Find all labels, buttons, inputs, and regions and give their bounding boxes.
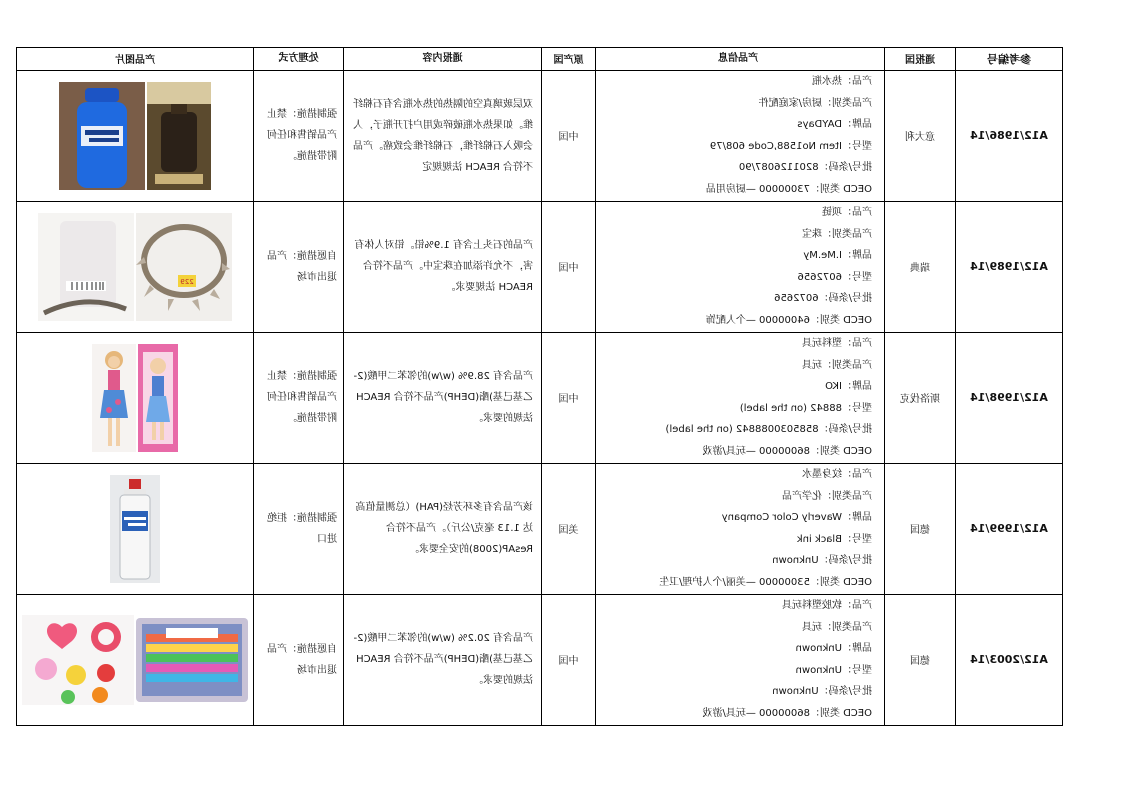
ref-cell: A12/1986/14 [956,70,1063,201]
table-row [17,332,1063,463]
table-row [17,201,1063,332]
risk-cell: 产品含有 20.2% (w/w)的邻苯二甲酸(2-乙基己基)酯(DEHP)产品不符合 REACH 法规的要求。 [344,594,542,725]
info-product-label: 产品： [842,600,872,611]
info-oecd-value: 86000000 —玩具/游戏 [702,445,810,457]
info-model [604,136,872,158]
ref-cell: A12/1999/14 [956,463,1063,594]
origin-cell: 中国 [542,332,596,463]
info-category [604,224,872,246]
info-batch-value: 6072656 [774,293,819,304]
info-model-label: 型号： [842,140,872,152]
header-country: 通报国 [885,48,956,71]
info-batch-label: 批号/条码： [818,162,872,173]
origin-cell: 美国 [542,463,596,594]
info-model-value: 6072656 [797,271,842,283]
info-model [604,267,872,289]
info-product-value: 热水瓶 [812,76,842,87]
info-category-label: 产品类别： [822,228,872,240]
info-product-value: 塑料玩具 [802,338,842,349]
image-cell [17,332,254,463]
info-batch-value: 8201126087/90 [738,162,819,173]
table-header-row [17,48,1063,71]
origin-cell: 中国 [542,70,596,201]
info-category-label: 产品类别： [822,97,872,109]
info-category [604,355,872,377]
info-product [604,202,872,224]
info-category-label: 产品类别： [822,621,872,633]
product-photo [17,81,253,191]
info-oecd-value: 73000000 —厨房用品 [705,183,810,195]
table-row [17,463,1063,594]
boxed-doll-photo [138,344,178,452]
country-cell: 瑞典 [885,201,956,332]
info-category-value: 珠宝 [802,228,822,240]
measure-cell: 强制措施：拒绝进口 [254,463,344,594]
svg-text:229: 229 [180,277,194,286]
info-brand-label: 品牌： [842,512,872,523]
info-category-label: 产品类别： [822,359,872,371]
info-model-label: 型号： [842,402,872,414]
blue-thermos-photo [59,82,145,190]
info-batch-label: 批号/条码： [818,555,872,566]
info-model [604,398,872,420]
ref-cell: A12/1998/14 [956,332,1063,463]
info-model-label: 型号： [842,664,872,676]
info-oecd [604,441,872,463]
info-model [604,660,872,682]
info-cell [596,332,885,463]
image-cell [17,594,254,725]
info-cell [596,201,885,332]
risk-cell: 产品含有 28.9% (w/w)的邻苯二甲酸(2-乙基己基)酯(DEHP)产品不符合 REACH 法规的要求。 [344,332,542,463]
product-photo [17,605,253,715]
info-model-label: 型号： [842,271,872,283]
info-batch-label: 批号/条码： [818,293,872,304]
charms-photo [22,615,134,705]
info-oecd [604,310,872,332]
info-brand [604,245,872,267]
doll-photo [92,344,136,452]
info-batch-value: Unknown [772,686,819,697]
image-cell [17,463,254,594]
info-oecd-value: 64000000 —个人配饰 [705,314,810,326]
info-oecd-value: 86000000 —玩具/游戏 [702,707,810,719]
info-batch-value: 8585030088842 (on the label) [665,424,819,435]
info-product-label: 产品： [842,76,872,87]
measure-cell: 强制措施：禁止产品销售和任何附带措施。 [254,332,344,463]
info-model-label: 型号： [842,533,872,545]
info-category-value: 玩具 [802,359,822,371]
info-batch [604,288,872,310]
info-brand-label: 品牌： [842,119,872,130]
table-row [17,70,1063,201]
info-category [604,93,872,115]
info-batch [604,419,872,441]
info-category [604,486,872,508]
info-batch-label: 批号/条码： [818,686,872,697]
info-batch-value: Unknown [772,555,819,566]
info-brand [604,507,872,529]
ink-bottle-photo [110,475,160,583]
info-category [604,617,872,639]
info-brand [604,376,872,398]
info-model-value: Black ink [796,533,842,545]
ref-cell: A12/2003/14 [956,594,1063,725]
info-category-value: 化学产品 [782,490,822,502]
measure-cell: 自愿措施：产品退出市场 [254,594,344,725]
info-batch [604,550,872,572]
info-cell [596,70,885,201]
table-row [17,594,1063,725]
info-oecd-value: 53000000 —美丽/个人护理/卫生 [659,576,810,588]
info-product [604,71,872,93]
rapex-table [16,47,1063,726]
info-brand-label: 品牌： [842,381,872,392]
header-info: 产品信息 [596,48,885,71]
info-brand-value: IKO [825,381,842,392]
info-model-value: Unknown [795,664,842,676]
info-product-value: 软胶塑料玩具 [782,600,842,611]
info-category-label: 产品类别： [822,490,872,502]
header-ref: 参考编号 [956,48,1063,71]
info-cell [596,594,885,725]
product-photo [17,212,253,322]
info-brand [604,638,872,660]
loom-kit-photo [136,618,248,702]
info-brand-value: I.Me.My [803,250,842,261]
image-cell [17,70,254,201]
info-product-value: 纹身墨水 [802,469,842,480]
country-cell: 斯洛伐克 [885,332,956,463]
info-oecd-label: OECD 类别： [809,183,872,195]
header-risk: 通报内容 [344,48,542,71]
image-cell [17,201,254,332]
info-brand-value: DAYDays [797,119,842,130]
info-oecd-label: OECD 类别： [809,314,872,326]
info-oecd-label: OECD 类别： [809,445,872,457]
product-photo [17,343,253,453]
info-product [604,464,872,486]
ref-cell: A12/1989/14 [956,201,1063,332]
risk-cell: 产品的石头上含有 1.9%铅。铅对人体有害，不允许添加在珠宝中。产品不符合 REACH 法规要求。 [344,201,542,332]
info-product [604,333,872,355]
info-oecd [604,179,872,201]
info-model [604,529,872,551]
info-product-label: 产品： [842,469,872,480]
info-category-value: 厨房/家庭配件 [758,97,822,109]
info-cell [596,463,885,594]
info-oecd [604,572,872,594]
info-product [604,595,872,617]
thermos-box-photo [147,82,211,190]
info-brand-label: 品牌： [842,643,872,654]
info-oecd [604,703,872,725]
origin-cell: 中国 [542,594,596,725]
product-photo [17,474,253,584]
origin-cell: 中国 [542,201,596,332]
info-category-value: 玩具 [802,621,822,633]
measure-cell: 强制措施：禁止产品销售和任何附带措施。 [254,70,344,201]
info-brand-label: 品牌： [842,250,872,261]
info-brand [604,114,872,136]
info-oecd-label: OECD 类别： [809,707,872,719]
country-cell: 德国 [885,594,956,725]
measure-cell: 自愿措施：产品退出市场 [254,201,344,332]
info-model-value: Item No1588,Code 608/79 [709,140,842,152]
header-measure: 处理方式 [254,48,344,71]
info-product-value: 项链 [822,207,842,218]
info-brand-value: Waverly Color Company [721,512,842,523]
spiked-necklace-photo [136,213,232,321]
info-product-label: 产品： [842,207,872,218]
risk-cell: 双层玻璃真空的隔热的热水瓶含有石棉纤维。如果热水瓶破碎或用户打开瓶子，人会吸入石棉纤维，石棉纤维会致癌。产品不符合 REACH 法规规定 [344,70,542,201]
header-image: 产品图片 [17,48,254,71]
info-brand-value: Unknown [795,643,842,654]
info-batch [604,681,872,703]
info-oecd-label: OECD 类别： [809,576,872,588]
info-product-label: 产品： [842,338,872,349]
info-model-value: 88842 (on the label) [739,402,842,414]
info-batch-label: 批号/条码： [818,424,872,435]
risk-cell: 该产品含有多环芳烃(PAH)（总测量值高达 1.13 毫克/公斤）。产品不符合 ResAP(2008)的安全要求。 [344,463,542,594]
country-cell: 德国 [885,463,956,594]
necklace-tag-photo [38,213,134,321]
header-origin: 原产国 [542,48,596,71]
info-batch [604,157,872,179]
country-cell: 意大利 [885,70,956,201]
